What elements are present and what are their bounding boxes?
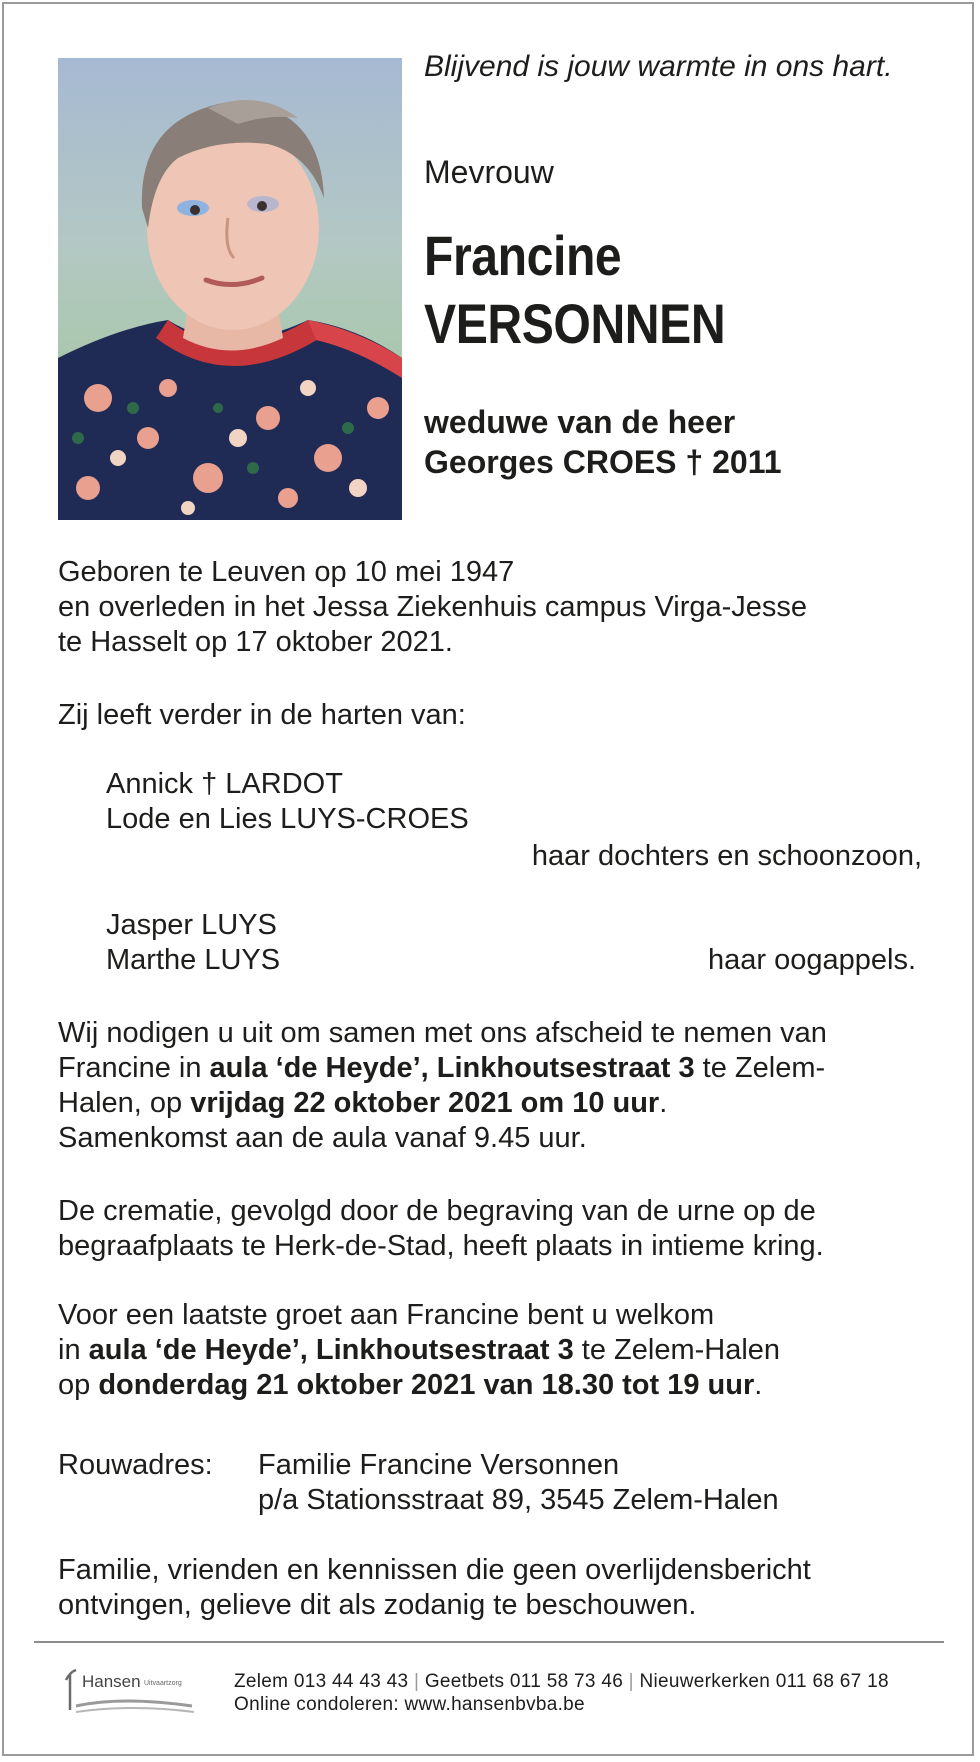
children-names: [106, 767, 469, 837]
farewell-location: aula ‘de Heyde’, Linkhoutsestraat 3: [88, 1334, 574, 1366]
text: in: [58, 1334, 89, 1366]
ceremony-line-4: Samenkomst aan de aula vanaf 9.45 uur.: [58, 1122, 587, 1154]
address-line-2: p/a Stationsstraat 89, 3545 Zelem-Halen: [258, 1484, 779, 1516]
farewell-line-3: [58, 1368, 780, 1403]
grandchild-name: Jasper LUYS: [106, 909, 277, 941]
text: op: [58, 1369, 99, 1401]
logo-subtitle: Uitvaartzorg: [144, 1680, 182, 1687]
text: .: [754, 1369, 763, 1401]
motto: Blijvend is jouw warmte in ons hart.: [424, 50, 893, 83]
ceremony-location: aula ‘de Heyde’, Linkhoutsestraat 3: [209, 1052, 695, 1084]
separator: |: [628, 1671, 634, 1692]
birth-death-paragraph: [58, 555, 807, 660]
phone-nieuwerkerken: Nieuwerkerken 011 68 67 18: [639, 1671, 889, 1692]
online-condolences: Online condoleren: www.hansenbvba.be: [234, 1694, 585, 1715]
closing-line-2: ontvingen, gelieve dit als zodanig te beschouwen.: [58, 1589, 697, 1621]
widow-of: [424, 402, 782, 482]
phone-numbers: [234, 1670, 889, 1693]
cremation-line-1: De crematie, gevolgd door de begraving van de urne op de: [58, 1195, 816, 1227]
child-name: Annick † LARDOT: [106, 768, 343, 800]
ceremony-datetime: vrijdag 22 oktober 2021 om 10 uur: [190, 1087, 660, 1119]
text: te Zelem-: [694, 1052, 826, 1084]
portrait-photo: [58, 58, 402, 520]
phone-geetbets: Geetbets 011 58 73 46: [424, 1671, 624, 1692]
ceremony-line-2: [58, 1051, 827, 1086]
funeral-home-logo: [62, 1666, 202, 1718]
farewell-line-2: [58, 1333, 780, 1368]
ceremony-paragraph: [58, 1016, 827, 1156]
logo-name: Hansen: [82, 1672, 141, 1691]
grandchildren-names: [106, 908, 280, 978]
text: Francine in: [58, 1052, 210, 1084]
cremation-paragraph: [58, 1194, 824, 1264]
closing-paragraph: [58, 1553, 811, 1623]
first-name: Francine: [424, 224, 622, 287]
portrait-illustration: [58, 58, 402, 520]
farewell-paragraph: [58, 1298, 780, 1403]
farewell-line-1: Voor een laatste groet aan Francine bent u welkom: [58, 1299, 715, 1331]
closing-line-1: Familie, vrienden en kennissen die geen overlijdensbericht: [58, 1554, 811, 1586]
address-label: Rouwadres:: [58, 1449, 213, 1481]
grandchild-name: Marthe LUYS: [106, 944, 281, 976]
salutation: Mevrouw: [424, 154, 554, 190]
child-name: Lode en Lies LUYS-CROES: [106, 803, 469, 835]
text: .: [659, 1087, 668, 1119]
ceremony-line-1: Wij nodigen u uit om samen met ons afscheid te nemen van: [58, 1017, 827, 1049]
survivors-intro: Zij leeft verder in de harten van:: [58, 699, 466, 731]
birth-line-1: Geboren te Leuven op 10 mei 1947: [58, 556, 515, 588]
address-line-1: Familie Francine Versonnen: [258, 1449, 620, 1481]
separator: |: [414, 1671, 420, 1692]
deceased-name: [424, 222, 725, 358]
farewell-datetime: donderdag 21 oktober 2021 van 18.30 tot 19 uur: [98, 1369, 755, 1401]
text: Halen, op: [58, 1087, 191, 1119]
address-block: [258, 1448, 779, 1518]
widow-line-2: Georges CROES † 2011: [424, 444, 782, 480]
children-relation: haar dochters en schoonzoon,: [531, 840, 922, 872]
footer-divider: [34, 1641, 944, 1643]
grandchildren-relation: haar oogappels.: [708, 944, 916, 976]
last-name: VERSONNEN: [424, 292, 726, 355]
ceremony-line-3: [58, 1086, 827, 1121]
phone-zelem: Zelem 013 44 43 43: [234, 1671, 409, 1692]
birth-line-3: te Hasselt op 17 oktober 2021.: [58, 626, 453, 658]
footer-contact: [234, 1670, 889, 1716]
cremation-line-2: begraafplaats te Herk-de-Stad, heeft plaats in intieme kring.: [58, 1230, 824, 1262]
widow-line-1: weduwe van de heer: [424, 404, 736, 440]
text: te Zelem-Halen: [573, 1334, 781, 1366]
birth-line-2: en overleden in het Jessa Ziekenhuis campus Virga-Jesse: [58, 591, 808, 623]
